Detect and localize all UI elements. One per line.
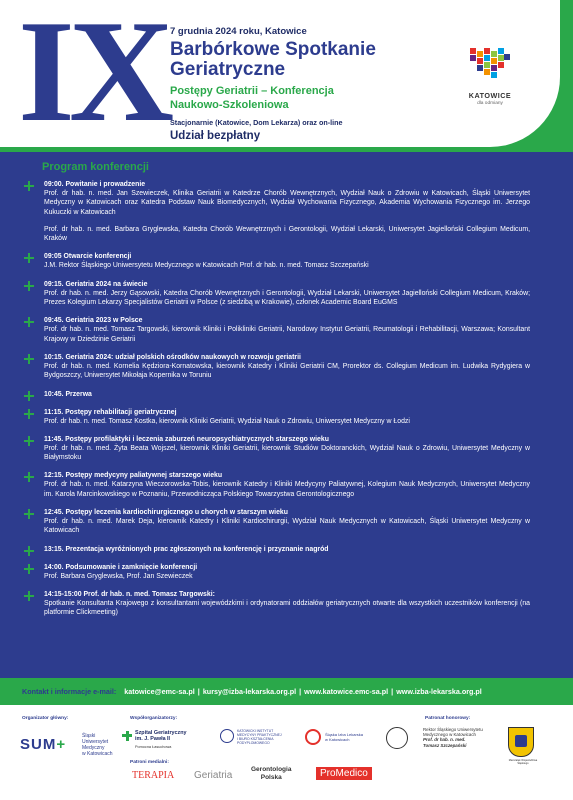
- plus-icon: [24, 181, 34, 191]
- program-item-speaker: Prof. dr hab. n. med. Marek Deja, kierownik Katedry i Kliniki Kardiochirurgii, Wydział Nauk Medycznych w Katowicach, Śląski Uniwersytet Medyczny w Katowicach: [44, 518, 530, 535]
- program-item-speaker: Spotkanie Konsultanta Krajowego z konsultantami wojewódzkimi i ordynatorami oddziałów geriatrycznych otwarte dla wszystkich uczestników konferencji (na platformie Clickmeeting): [44, 599, 530, 617]
- contact-email-emc[interactable]: katowice@emc-sa.pl: [124, 687, 195, 696]
- institute-name: [237, 729, 282, 745]
- hospital-name: [135, 730, 187, 742]
- edition-number: IX: [18, 0, 169, 152]
- attendance-mode: Stacjonarnie (Katowice, Dom Lekarza) oraz on-line: [170, 118, 343, 127]
- university-seal-icon: [386, 727, 408, 749]
- plus-icon: [24, 317, 34, 327]
- program-item-speaker: Prof. dr hab. n. med. Jan Szewieczek, Klinika Geriatrii w Katedrze Chorób Wewnętrznych, Wydział Nauk o Zdrowiu w Katowicach, Śląski Uniwersytet Medyczny w Katowicach oraz Katedra Podstaw Nauk Biomedycznych, Wydział Wychowania Fizycznego, Akademia Wychowania Fizycznego im. Jerzego Kukuczki w Katowicach: [44, 190, 530, 216]
- event-title-line1: Barbórkowe Spotkanie: [170, 39, 376, 60]
- program-item: [22, 508, 530, 536]
- co-organizers-label: Współorganizatorzy:: [130, 716, 178, 721]
- program-item-title: 13:15. Prezentacja wyróżnionych prac zgłoszonych na konferencję i przyznanie nagród: [44, 545, 329, 553]
- program-item: [22, 590, 530, 618]
- plus-icon: [24, 354, 34, 364]
- plus-icon: [24, 391, 34, 401]
- program-item: [22, 353, 530, 381]
- contact-email-izba[interactable]: kursy@izba-lekarska.org.pl: [202, 687, 297, 696]
- honorary-person-line: Prof. dr hab. n. med.: [423, 737, 466, 743]
- honorary-text-line: Medycznego w Katowicach: [423, 732, 476, 738]
- program-section: [0, 152, 573, 678]
- program-item: [22, 435, 530, 463]
- institute-name-line: KATOWICKI INSTYTUT: [237, 729, 274, 733]
- event-subtitle-line1: Postępy Geriatrii – Konferencja: [170, 85, 334, 97]
- free-participation: Udział bezpłatny: [170, 130, 261, 142]
- sum-logo: [20, 736, 66, 753]
- program-item-speaker: Prof. dr hab. n. med. Jerzy Gąsowski, Katedra Chorób Wewnętrznych i Gerontologii, Wydział Lekarski, Uniwersytet Jagielloński Collegium Medicum, Kraków; Prezes Kolegium Lekarzy Specjalistów Geriatrii w Polsce (z siedzibą w Krakowie), członek Academic Board EuGMS: [44, 289, 530, 307]
- sum-name: [82, 733, 113, 757]
- sum-name-line: Medyczny: [82, 745, 105, 751]
- program-item-title: 14:15-15:00 Prof. dr hab. n. med. Tomasz Targowski:: [44, 590, 215, 598]
- event-title: [170, 40, 450, 80]
- chamber-emblem-icon: [305, 729, 321, 745]
- program-title: Program konferencji: [42, 161, 149, 173]
- sum-name-line: Uniwersytet: [82, 739, 109, 745]
- program-item: [22, 252, 530, 270]
- program-item: [22, 545, 530, 554]
- honorary-text-line: Rektor Śląskiego Uniwersytetu: [423, 727, 483, 732]
- plus-icon: +: [56, 736, 67, 753]
- program-item: [22, 408, 530, 426]
- event-subtitle: [170, 84, 450, 112]
- hospital-name-line: Szpital Geriatryczny: [135, 730, 187, 736]
- media-gerontologia-logo: [251, 766, 291, 782]
- plus-icon: [24, 472, 34, 482]
- silesia-crest-icon: [508, 727, 534, 757]
- katowice-name: KATOWICE: [468, 91, 512, 100]
- program-item-title: 12:15. Postępy medycyny paliatywnej starszego wieku: [44, 472, 223, 480]
- institute-emblem-icon: [220, 729, 234, 743]
- chamber-name-line: Śląska Izba Lekarska: [325, 732, 364, 737]
- plus-icon: [24, 591, 34, 601]
- media-patrons-label: Patroni medialni:: [130, 760, 169, 765]
- header-text: [170, 26, 450, 142]
- media-geriatria-logo: Geriatria: [194, 770, 233, 781]
- program-list: [22, 180, 530, 627]
- program-item: [22, 390, 530, 399]
- sum-logo-text: SUM: [20, 736, 57, 753]
- contact-bar: [0, 678, 573, 705]
- institute-name-line: I BIURO KSZTAŁCENIA: [237, 737, 274, 741]
- institute-name-line: PODYPLOMOWEGO: [237, 741, 270, 745]
- program-item: [22, 280, 530, 308]
- chamber-name: [325, 732, 363, 742]
- honorary-patronage-label: Patronat honorowy:: [425, 716, 471, 721]
- sponsors-footer: [0, 705, 573, 800]
- program-item-title: 09:45. Geriatria 2023 w Polsce: [44, 317, 143, 325]
- plus-icon: [24, 564, 34, 574]
- contact-separator: |: [197, 687, 200, 696]
- media-terapia-logo: TERAPIA: [132, 770, 175, 781]
- program-item-title: 09:15. Geriatria 2024 na świecie: [44, 280, 148, 288]
- program-item-title: 10:45. Przerwa: [44, 390, 92, 398]
- plus-icon: [24, 253, 34, 263]
- program-item-title: 12:45. Postępy leczenia kardiochirurgicznego u chorych w starszym wieku: [44, 509, 288, 517]
- katowice-mosaic-icon: [470, 48, 510, 80]
- cross-icon: [122, 731, 132, 741]
- program-item-title: 14:00. Podsumowanie i zamknięcie konferencji: [44, 563, 198, 571]
- contact-label: Kontakt i informacje e-mail:: [22, 687, 117, 696]
- plus-icon: [24, 509, 34, 519]
- event-date: 7 grudnia 2024 roku, Katowice: [170, 26, 307, 37]
- program-item-speaker: Prof. dr hab. n. med. Kornelia Kędziora-Kornatowska, kierownik Katedry i Kliniki Geriatrii CM, Prorektor ds. Collegium Medicum im. Ludwika Rydygiera w Bydgoszczy, Uniwersytet Mikołaja Kopernika w Toruniu: [44, 362, 530, 380]
- program-item-title: 10:15. Geriatria 2024: udział polskich ośrodków naukowych w rozwoju geriatrii: [44, 353, 301, 361]
- katowice-logo: [460, 48, 520, 106]
- media-gerontologia-line: Gerontologia: [251, 766, 292, 773]
- plus-icon: [24, 281, 34, 291]
- program-item-speaker: Prof. Barbara Gryglewska, Prof. Jan Szewieczek: [44, 572, 193, 580]
- program-item-speaker: Prof. dr hab. n. med. Tomasz Targowski, kierownik Kliniki i Polikliniki Geriatrii, Narodowy Instytut Geriatrii, Reumatologii i Rehabilitacji, Warszawa; Konsultant Krajowy w Dziedzinie Geriatrii: [44, 326, 530, 343]
- program-item: [22, 180, 530, 243]
- contact-separator: |: [391, 687, 394, 696]
- program-item-title: 11:15. Postępy rehabilitacji geriatrycznej: [44, 408, 177, 416]
- program-item: [22, 316, 530, 344]
- program-item-speaker: J.M. Rektor Śląskiego Uniwersytetu Medycznego w Katowicach Prof. dr hab. n. med. Tomasz Szczepański: [44, 262, 369, 270]
- contact-separator: |: [299, 687, 302, 696]
- sum-name-line: Śląski: [82, 733, 96, 739]
- katowice-tagline: dla odmiany: [477, 101, 503, 106]
- program-item-speaker: Prof. dr hab. n. med. Barbara Gryglewska, Katedra Chorób Wewnętrznych i Gerontologii, Wydział Lekarski, Uniwersytet Jagielloński Collegium Medicum, Kraków: [44, 225, 530, 243]
- program-item-speaker: Prof. dr hab. n. med. Tomasz Kostka, kierownik Kliniki Geriatrii, Wydział Nauk o Zdrowiu, Uniwersytet Medyczny w Łodzi: [44, 417, 410, 425]
- sum-name-line: w Katowicach: [82, 751, 113, 757]
- honorary-patron: [423, 727, 483, 748]
- event-subtitle-line2: Naukowo-Szkoleniowa: [170, 99, 289, 111]
- institute-name-line: MEDYCYNY PRAKTYCZNEJ: [237, 733, 282, 737]
- contact-web-izba[interactable]: www.izba-lekarska.org.pl: [396, 687, 482, 696]
- media-gerontologia-line: Polska: [260, 774, 282, 781]
- chamber-name-line: w Katowicach: [325, 737, 350, 742]
- program-item-title: 09:00. Powitanie i prowadzenie: [44, 181, 146, 188]
- program-item-speaker: Prof. dr hab. n. med. Katarzyna Wieczorowska-Tobis, kierownik Katedry i Kliniki Medycyny Paliatywnej, Kolegium Nauk Medycznych, Uniwersytet Medyczny im. Karola Marcinkowskiego w Poznaniu, Przewodnicząca Polskiego Towarzystwa Gerontologicznego: [44, 481, 530, 498]
- program-item-title: 11:45. Postępy profilaktyki i leczenia zaburzeń neuropsychiatrycznych starszego wieku: [44, 435, 329, 443]
- program-item-title: 09:05 Otwarcie konferencji: [44, 253, 132, 261]
- event-title-line2: Geriatryczne: [170, 59, 286, 80]
- crest-caption: Marszałek Województwa Śląskiego: [508, 759, 538, 765]
- media-promedico-logo: ProMedico: [316, 767, 372, 780]
- header-card: [0, 0, 560, 152]
- main-organizer-label: Organizator główny:: [22, 716, 69, 721]
- program-item: [22, 563, 530, 581]
- contact-web-emc[interactable]: www.katowice.emc-sa.pl: [304, 687, 389, 696]
- hospital-name-line: im. J. Pawła II: [135, 736, 171, 742]
- plus-icon: [24, 409, 34, 419]
- program-item-speaker: Prof. dr hab. n. med. Żyta Beata Wojszel, kierownik Kliniki Geriatrii, kierownik Studiów Doktoranckich, Wydział Nauk o Zdrowiu, Uniwersytet Medyczny w Białymstoku: [44, 444, 530, 462]
- honorary-person-line: Tomasz Szczepański: [423, 742, 467, 748]
- hospital-sub: Pomocna Łasuchowa: [135, 745, 172, 749]
- plus-icon: [24, 546, 34, 556]
- plus-icon: [24, 436, 34, 446]
- program-item: [22, 471, 530, 499]
